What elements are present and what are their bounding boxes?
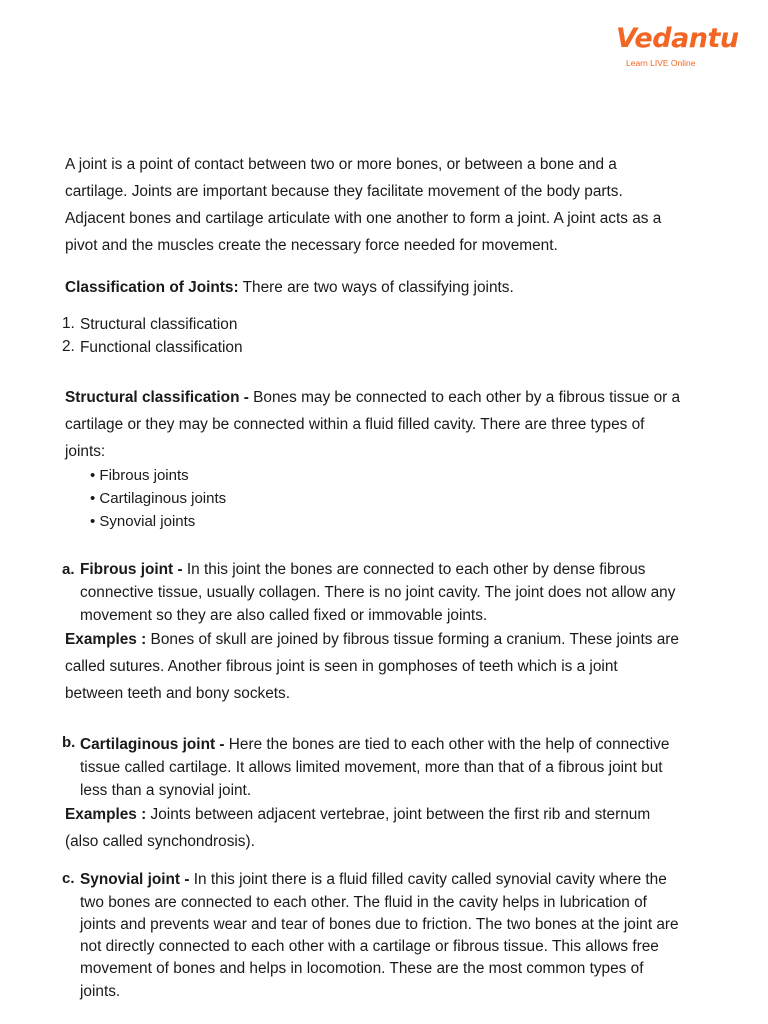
cartilaginous-text: Here the bones are tied to each other with the help of connective xyxy=(224,736,670,753)
fibrous-text: In this joint the bones are connected to each other by dense fibrous xyxy=(182,561,646,578)
classification-heading: Classification of Joints: xyxy=(65,279,239,296)
fibrous-examples-line xyxy=(65,627,679,653)
fibrous-heading: Fibrous joint - xyxy=(80,561,183,578)
intro-line: pivot and the muscles create the necessary force needed for movement. xyxy=(65,237,558,254)
structural-line xyxy=(65,385,680,411)
section-marker: b. xyxy=(62,734,76,751)
synovial-line: movement of bones and helps in locomotion. These are the most common types of xyxy=(80,960,644,977)
cartilaginous-line: less than a synovial joint. xyxy=(80,782,252,799)
synovial-line: joints. xyxy=(80,983,121,1000)
bullet-label: Fibrous joints xyxy=(99,467,189,484)
bullet-item: • Fibrous joints xyxy=(90,467,189,484)
fibrous-line: movement so they are also called fixed or immovable joints. xyxy=(80,607,488,624)
fibrous-line xyxy=(80,559,645,582)
bullet-item: • Cartilaginous joints xyxy=(90,490,227,507)
synovial-line: joints and prevents wear and tear of bones due to friction. The two bones at the joint are xyxy=(80,916,679,933)
structural-line: cartilage or they may be connected within a fluid filled cavity. There are three types of xyxy=(65,416,645,433)
structural-heading: Structural classification - xyxy=(65,389,249,406)
cartilaginous-examples-line xyxy=(65,802,650,828)
structural-text: Bones may be connected to each other by a fibrous tissue or a xyxy=(248,389,681,406)
list-number: 2. xyxy=(62,338,75,355)
list-number: 1. xyxy=(62,315,75,332)
examples-text: Bones of skull are joined by fibrous tissue forming a cranium. These joints are xyxy=(146,631,679,648)
structural-line: joints: xyxy=(65,443,106,460)
classification-text: There are two ways of classifying joints. xyxy=(238,279,514,296)
section-marker: c. xyxy=(62,870,75,887)
synovial-heading: Synovial joint - xyxy=(80,871,190,888)
fibrous-line: connective tissue, usually collagen. There is no joint cavity. The joint does not allow any xyxy=(80,584,676,601)
examples-label: Examples : xyxy=(65,631,147,648)
fibrous-examples-line: called sutures. Another fibrous joint is seen in gomphoses of teeth which is a joint xyxy=(65,658,618,675)
bullet-label: Cartilaginous joints xyxy=(99,490,227,507)
cartilaginous-line xyxy=(80,734,669,757)
logo-tagline: Learn LIVE Online xyxy=(626,58,696,68)
cartilaginous-line: tissue called cartilage. It allows limited movement, more than that of a fibrous joint but xyxy=(80,759,663,776)
cartilaginous-examples-line: (also called synchondrosis). xyxy=(65,833,255,850)
list-item: Structural classification xyxy=(80,316,238,333)
intro-line: A joint is a point of contact between two or more bones, or between a bone and a xyxy=(65,156,617,173)
cartilaginous-heading: Cartilaginous joint - xyxy=(80,736,225,753)
examples-label: Examples : xyxy=(65,806,147,823)
bullet-item: • Synovial joints xyxy=(90,513,196,530)
list-item: Functional classification xyxy=(80,339,243,356)
fibrous-examples-line: between teeth and bony sockets. xyxy=(65,685,291,702)
section-marker: a. xyxy=(62,561,75,578)
synovial-line xyxy=(80,869,667,892)
examples-text: Joints between adjacent vertebrae, joint between the first rib and sternum xyxy=(146,806,651,823)
synovial-text: In this joint there is a fluid filled cavity called synovial cavity where the xyxy=(189,871,667,888)
classification-line xyxy=(65,275,514,301)
intro-line: cartilage. Joints are important because they facilitate movement of the body parts. xyxy=(65,183,623,200)
intro-line: Adjacent bones and cartilage articulate with one another to form a joint. A joint acts as a xyxy=(65,210,662,227)
synovial-line: not directly connected to each other with a cartilage or fibrous tissue. This allows free xyxy=(80,938,659,955)
vedantu-logo xyxy=(612,22,739,72)
synovial-line: two bones are connected to each other. The fluid in the cavity helps in lubrication of xyxy=(80,894,647,911)
bullet-label: Synovial joints xyxy=(99,513,196,530)
logo-wordmark: Vedantu xyxy=(616,23,739,54)
